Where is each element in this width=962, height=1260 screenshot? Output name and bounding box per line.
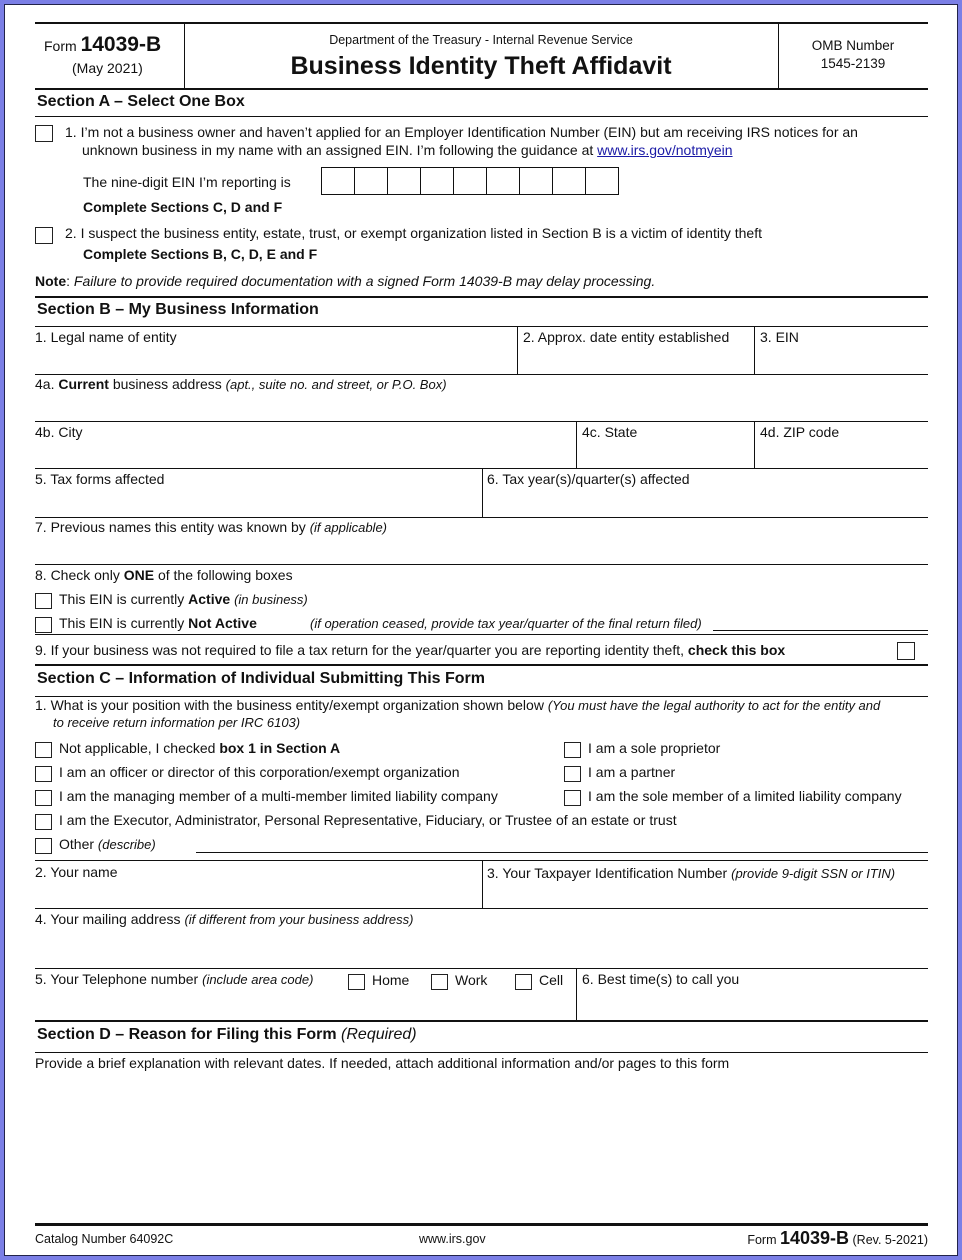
partner-checkbox[interactable] (564, 766, 581, 782)
your-name-field[interactable]: 2. Your name (35, 864, 118, 880)
divider (35, 116, 928, 117)
ein-label: The nine-digit EIN I’m reporting is (83, 174, 291, 190)
active-label: This EIN is currently Active (in business) (59, 591, 308, 607)
divider (754, 421, 755, 468)
divider (35, 664, 928, 666)
section-b-title: Section B – My Business Information (37, 301, 319, 318)
managing-member-checkbox[interactable] (35, 790, 52, 806)
active-checkbox[interactable] (35, 593, 52, 609)
option-1-text: 1. I’m not a business owner and haven’t applied for an Employer Identification Number (EIN) but am receiving IRS notices for an (65, 124, 858, 140)
section-a-title: Section A – Select One Box (37, 93, 245, 110)
sole-member-checkbox[interactable] (564, 790, 581, 806)
sole-proprietor-label: I am a sole proprietor (588, 740, 721, 756)
divider (35, 517, 928, 518)
city-field[interactable]: 4b. City (35, 424, 83, 440)
reason-textarea[interactable] (35, 1070, 928, 1220)
divider (35, 88, 928, 90)
option-2-text: 2. I suspect the business entity, estate, trust, or exempt organization listed in Section B is a victim of identity theft (65, 225, 762, 241)
form-number: 14039-B (80, 33, 162, 56)
mailing-address-field[interactable]: 4. Your mailing address (if different from your business address) (35, 911, 414, 927)
sole-member-label: I am the sole member of a limited liability company (588, 788, 902, 804)
work-label: Work (455, 972, 488, 988)
omb-label: OMB Number (811, 38, 895, 53)
divider (35, 296, 928, 298)
not-active-checkbox[interactable] (35, 617, 52, 633)
no-return-label: 9. If your business was not required to file a tax return for the year/quarter you are reporting identity theft, check this box (35, 642, 786, 658)
option-1-instruction: Complete Sections C, D and F (83, 199, 283, 215)
work-checkbox[interactable] (431, 974, 448, 990)
officer-checkbox[interactable] (35, 766, 52, 782)
notmyein-link[interactable]: www.irs.gov/notmyein (597, 142, 733, 158)
not-applicable-label: Not applicable, I checked box 1 in Section A (59, 740, 341, 756)
page-title: Business Identity Theft Affidavit (290, 52, 672, 80)
sole-proprietor-checkbox[interactable] (564, 742, 581, 758)
officer-label: I am an officer or director of this corporation/exempt organization (59, 764, 460, 780)
note-label: Note (35, 273, 67, 289)
telephone-field[interactable]: 5. Your Telephone number (include area code) (35, 971, 314, 987)
divider (576, 421, 577, 468)
section-d-title: Section D – Reason for Filing this Form (Required) (37, 1026, 417, 1043)
divider (35, 326, 928, 327)
divider (754, 326, 755, 374)
position-note: to receive return information per IRC 6103) (53, 715, 301, 730)
divider (482, 468, 483, 517)
tax-years-field[interactable]: 6. Tax year(s)/quarter(s) affected (487, 471, 690, 487)
omb-number: 1545-2139 (820, 56, 886, 71)
not-applicable-checkbox[interactable] (35, 742, 52, 758)
note-text: Failure to provide required documentation with a signed Form 14039-B may delay processing. (73, 273, 656, 289)
other-describe-field[interactable] (196, 852, 928, 853)
divider (35, 22, 928, 24)
divider (35, 374, 928, 375)
divider (35, 1020, 928, 1022)
tax-forms-field[interactable]: 5. Tax forms affected (35, 471, 165, 487)
divider (482, 860, 483, 908)
divider (35, 1223, 928, 1226)
reason-instruction: Provide a brief explanation with relevant dates. If needed, attach additional information and/or pages to this form (35, 1055, 730, 1071)
not-active-label: This EIN is currently Not Active (59, 615, 257, 631)
cell-label: Cell (539, 972, 564, 988)
form-id (44, 35, 161, 56)
ein-status-label: 8. Check only ONE of the following boxes (35, 567, 293, 583)
section-c-title: Section C – Information of Individual Submitting This Form (37, 670, 485, 687)
footer-form-id: Form 14039-B (Rev. 5-2021) (747, 1228, 928, 1248)
legal-name-field[interactable]: 1. Legal name of entity (35, 329, 177, 345)
managing-member-label: I am the managing member of a multi-member limited liability company (59, 788, 498, 804)
position-question: 1. What is your position with the business entity/exempt organization shown below (You must have the legal authority to act for the entity and (35, 697, 881, 713)
option-1-text-2: unknown business in my name with an assigned EIN. I’m following the guidance at (82, 142, 594, 158)
irs-site: www.irs.gov (419, 1232, 486, 1246)
form-prefix: Form (44, 38, 77, 54)
home-checkbox[interactable] (348, 974, 365, 990)
cell-checkbox[interactable] (515, 974, 532, 990)
previous-names-field[interactable]: 7. Previous names this entity was known by (if applicable) (35, 519, 388, 535)
not-active-note: (if operation ceased, provide tax year/quarter of the final return filed) (310, 616, 702, 631)
divider (35, 1052, 928, 1053)
state-field[interactable]: 4c. State (582, 424, 638, 440)
date-established-field[interactable]: 2. Approx. date entity established (523, 329, 730, 345)
divider (517, 326, 518, 374)
option-2-checkbox[interactable] (35, 227, 53, 244)
divider (35, 564, 928, 565)
divider (35, 421, 928, 422)
executor-checkbox[interactable] (35, 814, 52, 830)
divider (35, 908, 928, 909)
partner-label: I am a partner (588, 764, 676, 780)
form-date: (May 2021) (72, 60, 143, 76)
divider (35, 968, 928, 969)
option-2-instruction: Complete Sections B, C, D, E and F (83, 246, 318, 262)
no-return-checkbox[interactable] (897, 642, 915, 660)
agency: Department of the Treasury - Internal Revenue Service (329, 33, 633, 47)
executor-label: I am the Executor, Administrator, Personal Representative, Fiduciary, or Trustee of an estate or trust (59, 812, 677, 828)
final-return-field[interactable] (713, 630, 928, 631)
best-time-field[interactable]: 6. Best time(s) to call you (582, 971, 740, 987)
home-label: Home (372, 972, 410, 988)
zip-field[interactable]: 4d. ZIP code (760, 424, 840, 440)
other-checkbox[interactable] (35, 838, 52, 854)
ein-input[interactable] (321, 167, 619, 195)
option-1-checkbox[interactable] (35, 125, 53, 142)
divider (35, 634, 928, 635)
business-address-field[interactable]: 4a. Current business address (apt., suite no. and street, or P.O. Box) (35, 376, 447, 392)
ein-field[interactable]: 3. EIN (760, 329, 799, 345)
catalog-number: Catalog Number 64092C (35, 1232, 174, 1246)
other-label: Other (describe) (59, 836, 156, 852)
divider (576, 968, 577, 1021)
tin-field[interactable]: 3. Your Taxpayer Identification Number (provide 9-digit SSN or ITIN) (487, 865, 896, 881)
